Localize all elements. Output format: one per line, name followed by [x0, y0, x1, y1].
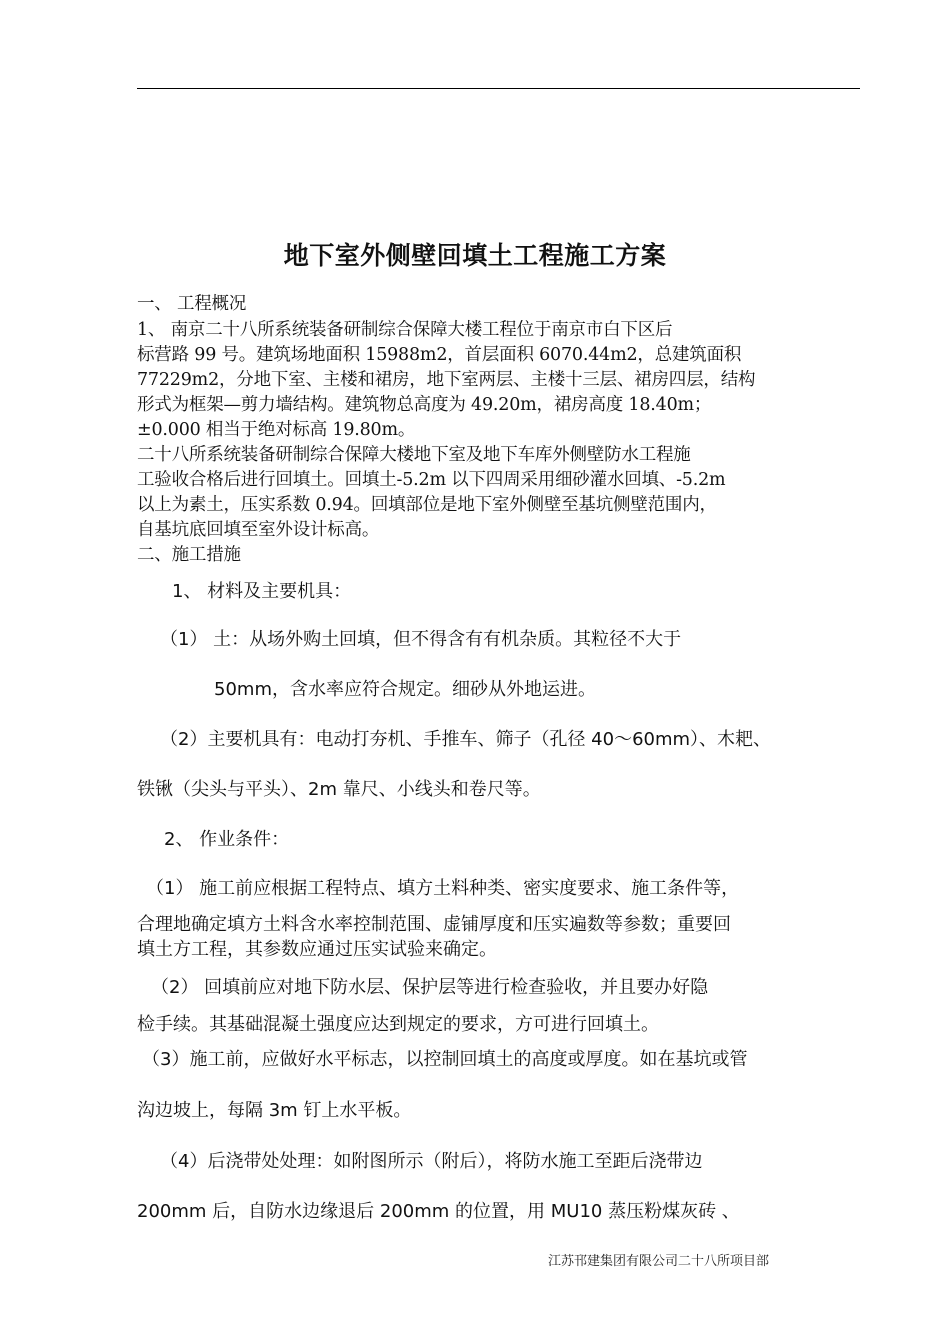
paragraph-line: （2）主要机具有：电动打夯机、手推车、筛子（孔径 40～60mm）、木耙、: [160, 729, 772, 750]
paragraph-line: （4）后浇带处处理：如附图所示（附后），将防水施工至距后浇带边: [160, 1151, 703, 1172]
paragraph-line: 77229m2，分地下室、主楼和裙房，地下室两层、主楼十三层、裙房四层，结构: [137, 370, 756, 390]
paragraph-line: （2） 回填前应对地下防水层、保护层等进行检查验收，并且要办好隐: [151, 977, 709, 998]
paragraph-line: （3）施工前，应做好水平标志，以控制回填土的高度或厚度。如在基坑或管: [142, 1049, 748, 1070]
page-footer: 江苏邗建集团有限公司二十八所项目部: [548, 1254, 770, 1269]
paragraph-line: 50mm，含水率应符合规定。细砂从外地运进。: [214, 679, 596, 700]
section-heading-measures: 二、施工措施: [137, 545, 241, 565]
paragraph-line: 标营路 99 号。建筑场地面积 15988m2，首层面积 6070.44m2，总建筑面积: [137, 345, 742, 365]
paragraph-line: （1） 土：从场外购土回填，但不得含有有机杂质。其粒径不大于: [160, 629, 682, 650]
section-heading-overview: 一、 工程概况: [137, 294, 247, 314]
paragraph-line: 形式为框架—剪力墙结构。建筑物总高度为 49.20m，裙房高度 18.40m；: [137, 395, 712, 415]
paragraph-line: 填土方工程，其参数应通过压实试验来确定。: [137, 939, 497, 960]
paragraph-line: 200mm 后，自防水边缘退后 200mm 的位置，用 MU10 蒸压粉煤灰砖 、: [137, 1201, 740, 1222]
header-rule: [137, 88, 860, 89]
paragraph-line: 1、 南京二十八所系统装备研制综合保障大楼工程位于南京市白下区后: [137, 320, 673, 340]
subsection-heading: 1、 材料及主要机具：: [172, 581, 352, 602]
paragraph-line: 以上为素土，压实系数 0.94。回填部位是地下室外侧壁至基坑侧壁范围内，: [137, 495, 717, 515]
subsection-heading: 2、 作业条件：: [164, 829, 290, 850]
paragraph-line: 沟边坡上，每隔 3m 钉上水平板。: [137, 1100, 412, 1121]
paragraph-line: 检手续。其基础混凝土强度应达到规定的要求，方可进行回填土。: [137, 1014, 659, 1035]
paragraph-line: （1） 施工前应根据工程特点、填方土料种类、密实度要求、施工条件等，: [146, 878, 740, 899]
paragraph-line: ±0.000 相当于绝对标高 19.80m。: [137, 420, 416, 440]
paragraph-line: 工验收合格后进行回填土。回填土-5.2m 以下四周采用细砂灌水回填、-5.2m: [137, 470, 726, 490]
paragraph-line: 二十八所系统装备研制综合保障大楼地下室及地下车库外侧壁防水工程施: [137, 445, 691, 465]
paragraph-line: 自基坑底回填至室外设计标高。: [137, 520, 380, 540]
paragraph-line: 合理地确定填方土料含水率控制范围、虚铺厚度和压实遍数等参数；重要回: [137, 914, 731, 935]
document-title: 地下室外侧壁回填土工程施工方案: [283, 241, 667, 270]
paragraph-line: 铁锹（尖头与平头）、2m 靠尺、小线头和卷尺等。: [137, 779, 541, 800]
